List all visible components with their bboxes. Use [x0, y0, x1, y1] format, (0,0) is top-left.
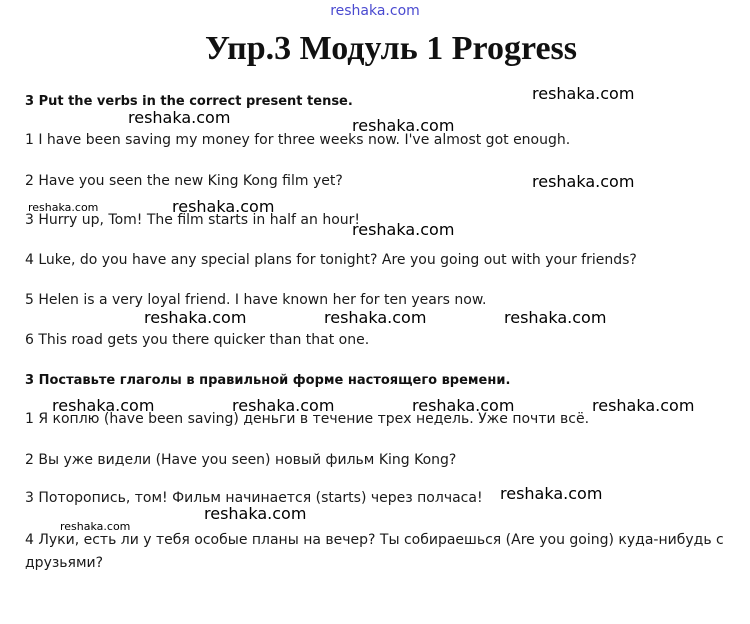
watermark: reshaka.com	[28, 201, 99, 214]
english-line-3: 3 Hurry up, Tom! The film starts in half an hour!	[25, 212, 361, 228]
watermark: reshaka.com	[352, 220, 455, 239]
watermark: reshaka.com	[52, 396, 155, 415]
site-label[interactable]: reshaka.com	[330, 3, 420, 19]
russian-line-4-continued: друзьями?	[25, 555, 104, 571]
watermark: reshaka.com	[500, 484, 603, 503]
watermark: reshaka.com	[128, 108, 231, 127]
english-line-4: 4 Luke, do you have any special plans for tonight? Are you going out with your friends?	[25, 252, 637, 268]
watermark: reshaka.com	[324, 308, 427, 327]
page-title: Упр.3 Модуль 1 Progress	[204, 30, 577, 67]
watermark: reshaka.com	[144, 308, 247, 327]
watermark: reshaka.com	[532, 172, 635, 191]
watermark: reshaka.com	[204, 504, 307, 523]
watermark: reshaka.com	[232, 396, 335, 415]
english-line-2: 2 Have you seen the new King Kong film yet?	[25, 173, 343, 189]
watermark: reshaka.com	[532, 84, 635, 103]
english-line-6: 6 This road gets you there quicker than that one.	[25, 332, 370, 348]
english-line-1: 1 I have been saving my money for three weeks now. I've almost got enough.	[25, 132, 571, 148]
watermark: reshaka.com	[352, 116, 455, 135]
russian-line-3: 3 Поторопись, том! Фильм начинается (starts) через полчаса!	[25, 490, 483, 506]
english-section-heading: 3 Put the verbs in the correct present tense.	[25, 94, 353, 109]
watermark: reshaka.com	[504, 308, 607, 327]
watermark: reshaka.com	[60, 520, 131, 533]
russian-line-4: 4 Луки, есть ли у тебя особые планы на вечер? Ты собираешься (Are you going) куда-нибудь с	[25, 532, 724, 548]
watermark: reshaka.com	[172, 197, 275, 216]
russian-line-2: 2 Вы уже видели (Have you seen) новый фильм King Kong?	[25, 452, 457, 468]
english-line-5: 5 Helen is a very loyal friend. I have known her for ten years now.	[25, 292, 487, 308]
russian-section-heading: 3 Поставьте глаголы в правильной форме настоящего времени.	[25, 373, 511, 388]
watermark: reshaka.com	[592, 396, 695, 415]
russian-line-1: 1 Я коплю (have been saving) деньги в течение трех недель. Уже почти всё.	[25, 411, 590, 427]
watermark: reshaka.com	[412, 396, 515, 415]
